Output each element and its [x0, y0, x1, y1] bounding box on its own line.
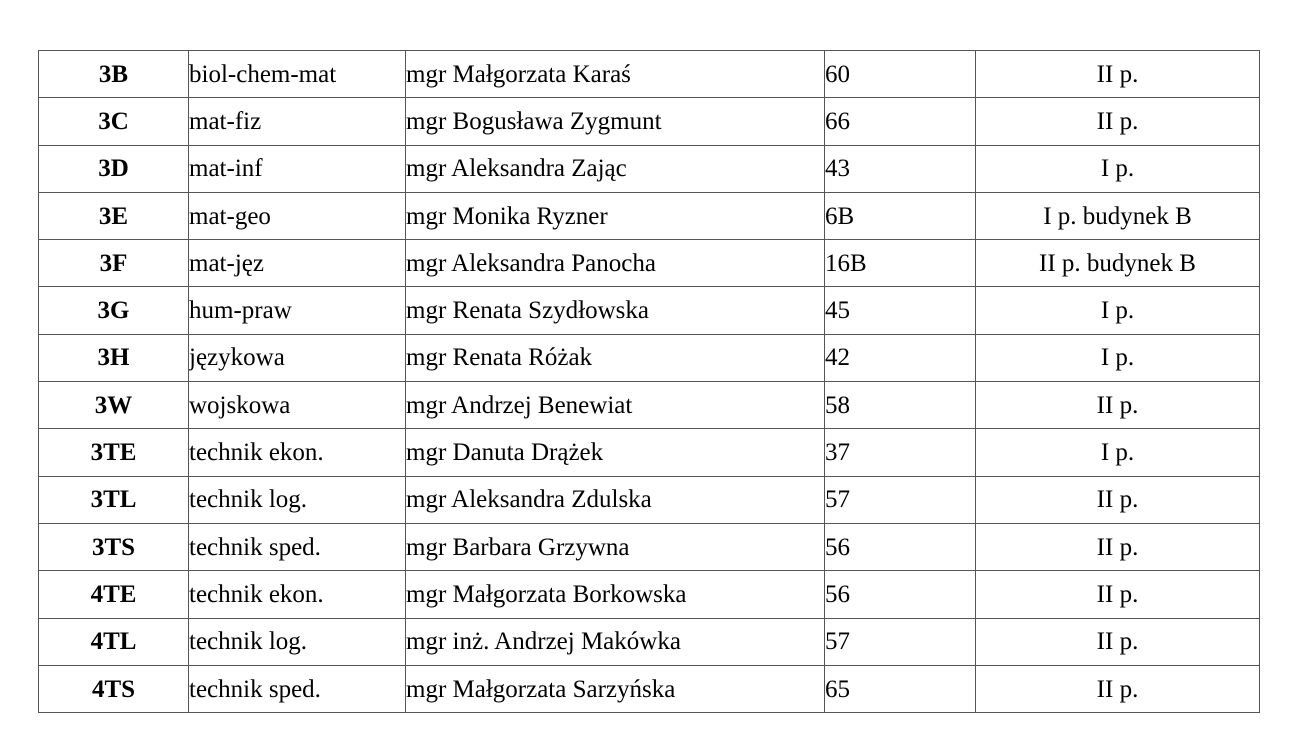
room-cell: 16B — [825, 240, 976, 287]
class-cell: 3D — [39, 145, 189, 192]
profile-cell: technik sped. — [189, 665, 406, 712]
table-row — [39, 429, 1260, 476]
profile-cell: hum-praw — [189, 287, 406, 334]
room-cell: 58 — [825, 382, 976, 429]
teacher-cell: mgr inż. Andrzej Makówka — [406, 618, 825, 665]
class-cell: 3C — [39, 98, 189, 145]
room-cell: 45 — [825, 287, 976, 334]
class-cell: 3TS — [39, 523, 189, 570]
floor-cell: II p. — [976, 51, 1260, 98]
class-cell: 3F — [39, 240, 189, 287]
floor-cell: I p. — [976, 334, 1260, 381]
profile-cell: językowa — [189, 334, 406, 381]
profile-cell: mat-jęz — [189, 240, 406, 287]
class-cell: 3TE — [39, 429, 189, 476]
class-assignment-table — [38, 50, 1260, 713]
table-row — [39, 287, 1260, 334]
class-cell: 3B — [39, 51, 189, 98]
floor-cell: I p. — [976, 145, 1260, 192]
teacher-cell: mgr Barbara Grzywna — [406, 523, 825, 570]
room-cell: 6B — [825, 192, 976, 239]
teacher-cell: mgr Aleksandra Zdulska — [406, 476, 825, 523]
teacher-cell: mgr Danuta Drążek — [406, 429, 825, 476]
teacher-cell: mgr Monika Ryzner — [406, 192, 825, 239]
table-row — [39, 334, 1260, 381]
floor-cell: II p. — [976, 618, 1260, 665]
class-cell: 3H — [39, 334, 189, 381]
class-cell: 3W — [39, 382, 189, 429]
class-cell: 4TS — [39, 665, 189, 712]
class-cell: 4TE — [39, 571, 189, 618]
profile-cell: technik sped. — [189, 523, 406, 570]
table-row — [39, 476, 1260, 523]
floor-cell: I p. budynek B — [976, 192, 1260, 239]
floor-cell: II p. — [976, 523, 1260, 570]
floor-cell: I p. — [976, 287, 1260, 334]
floor-cell: II p. — [976, 98, 1260, 145]
table-row — [39, 665, 1260, 712]
profile-cell: mat-geo — [189, 192, 406, 239]
teacher-cell: mgr Renata Szydłowska — [406, 287, 825, 334]
room-cell: 37 — [825, 429, 976, 476]
profile-cell: technik ekon. — [189, 429, 406, 476]
teacher-cell: mgr Małgorzata Borkowska — [406, 571, 825, 618]
room-cell: 60 — [825, 51, 976, 98]
room-cell: 66 — [825, 98, 976, 145]
floor-cell: II p. — [976, 571, 1260, 618]
profile-cell: biol-chem-mat — [189, 51, 406, 98]
table-row — [39, 145, 1260, 192]
profile-cell: technik log. — [189, 618, 406, 665]
table-body — [39, 51, 1260, 713]
room-cell: 56 — [825, 571, 976, 618]
profile-cell: technik ekon. — [189, 571, 406, 618]
floor-cell: II p. — [976, 665, 1260, 712]
teacher-cell: mgr Małgorzata Karaś — [406, 51, 825, 98]
class-cell: 3E — [39, 192, 189, 239]
teacher-cell: mgr Andrzej Benewiat — [406, 382, 825, 429]
room-cell: 42 — [825, 334, 976, 381]
floor-cell: II p. budynek B — [976, 240, 1260, 287]
room-cell: 65 — [825, 665, 976, 712]
profile-cell: mat-fiz — [189, 98, 406, 145]
table-row — [39, 240, 1260, 287]
room-cell: 57 — [825, 618, 976, 665]
profile-cell: wojskowa — [189, 382, 406, 429]
class-cell: 3TL — [39, 476, 189, 523]
profile-cell: mat-inf — [189, 145, 406, 192]
table-row — [39, 523, 1260, 570]
room-cell: 57 — [825, 476, 976, 523]
table-row — [39, 192, 1260, 239]
room-cell: 56 — [825, 523, 976, 570]
floor-cell: I p. — [976, 429, 1260, 476]
table-row — [39, 571, 1260, 618]
teacher-cell: mgr Bogusława Zygmunt — [406, 98, 825, 145]
table-row — [39, 98, 1260, 145]
profile-cell: technik log. — [189, 476, 406, 523]
floor-cell: II p. — [976, 382, 1260, 429]
room-cell: 43 — [825, 145, 976, 192]
teacher-cell: mgr Aleksandra Zając — [406, 145, 825, 192]
table-row — [39, 618, 1260, 665]
table-row — [39, 51, 1260, 98]
teacher-cell: mgr Aleksandra Panocha — [406, 240, 825, 287]
table-row — [39, 382, 1260, 429]
teacher-cell: mgr Renata Różak — [406, 334, 825, 381]
class-cell: 4TL — [39, 618, 189, 665]
class-cell: 3G — [39, 287, 189, 334]
teacher-cell: mgr Małgorzata Sarzyńska — [406, 665, 825, 712]
floor-cell: II p. — [976, 476, 1260, 523]
